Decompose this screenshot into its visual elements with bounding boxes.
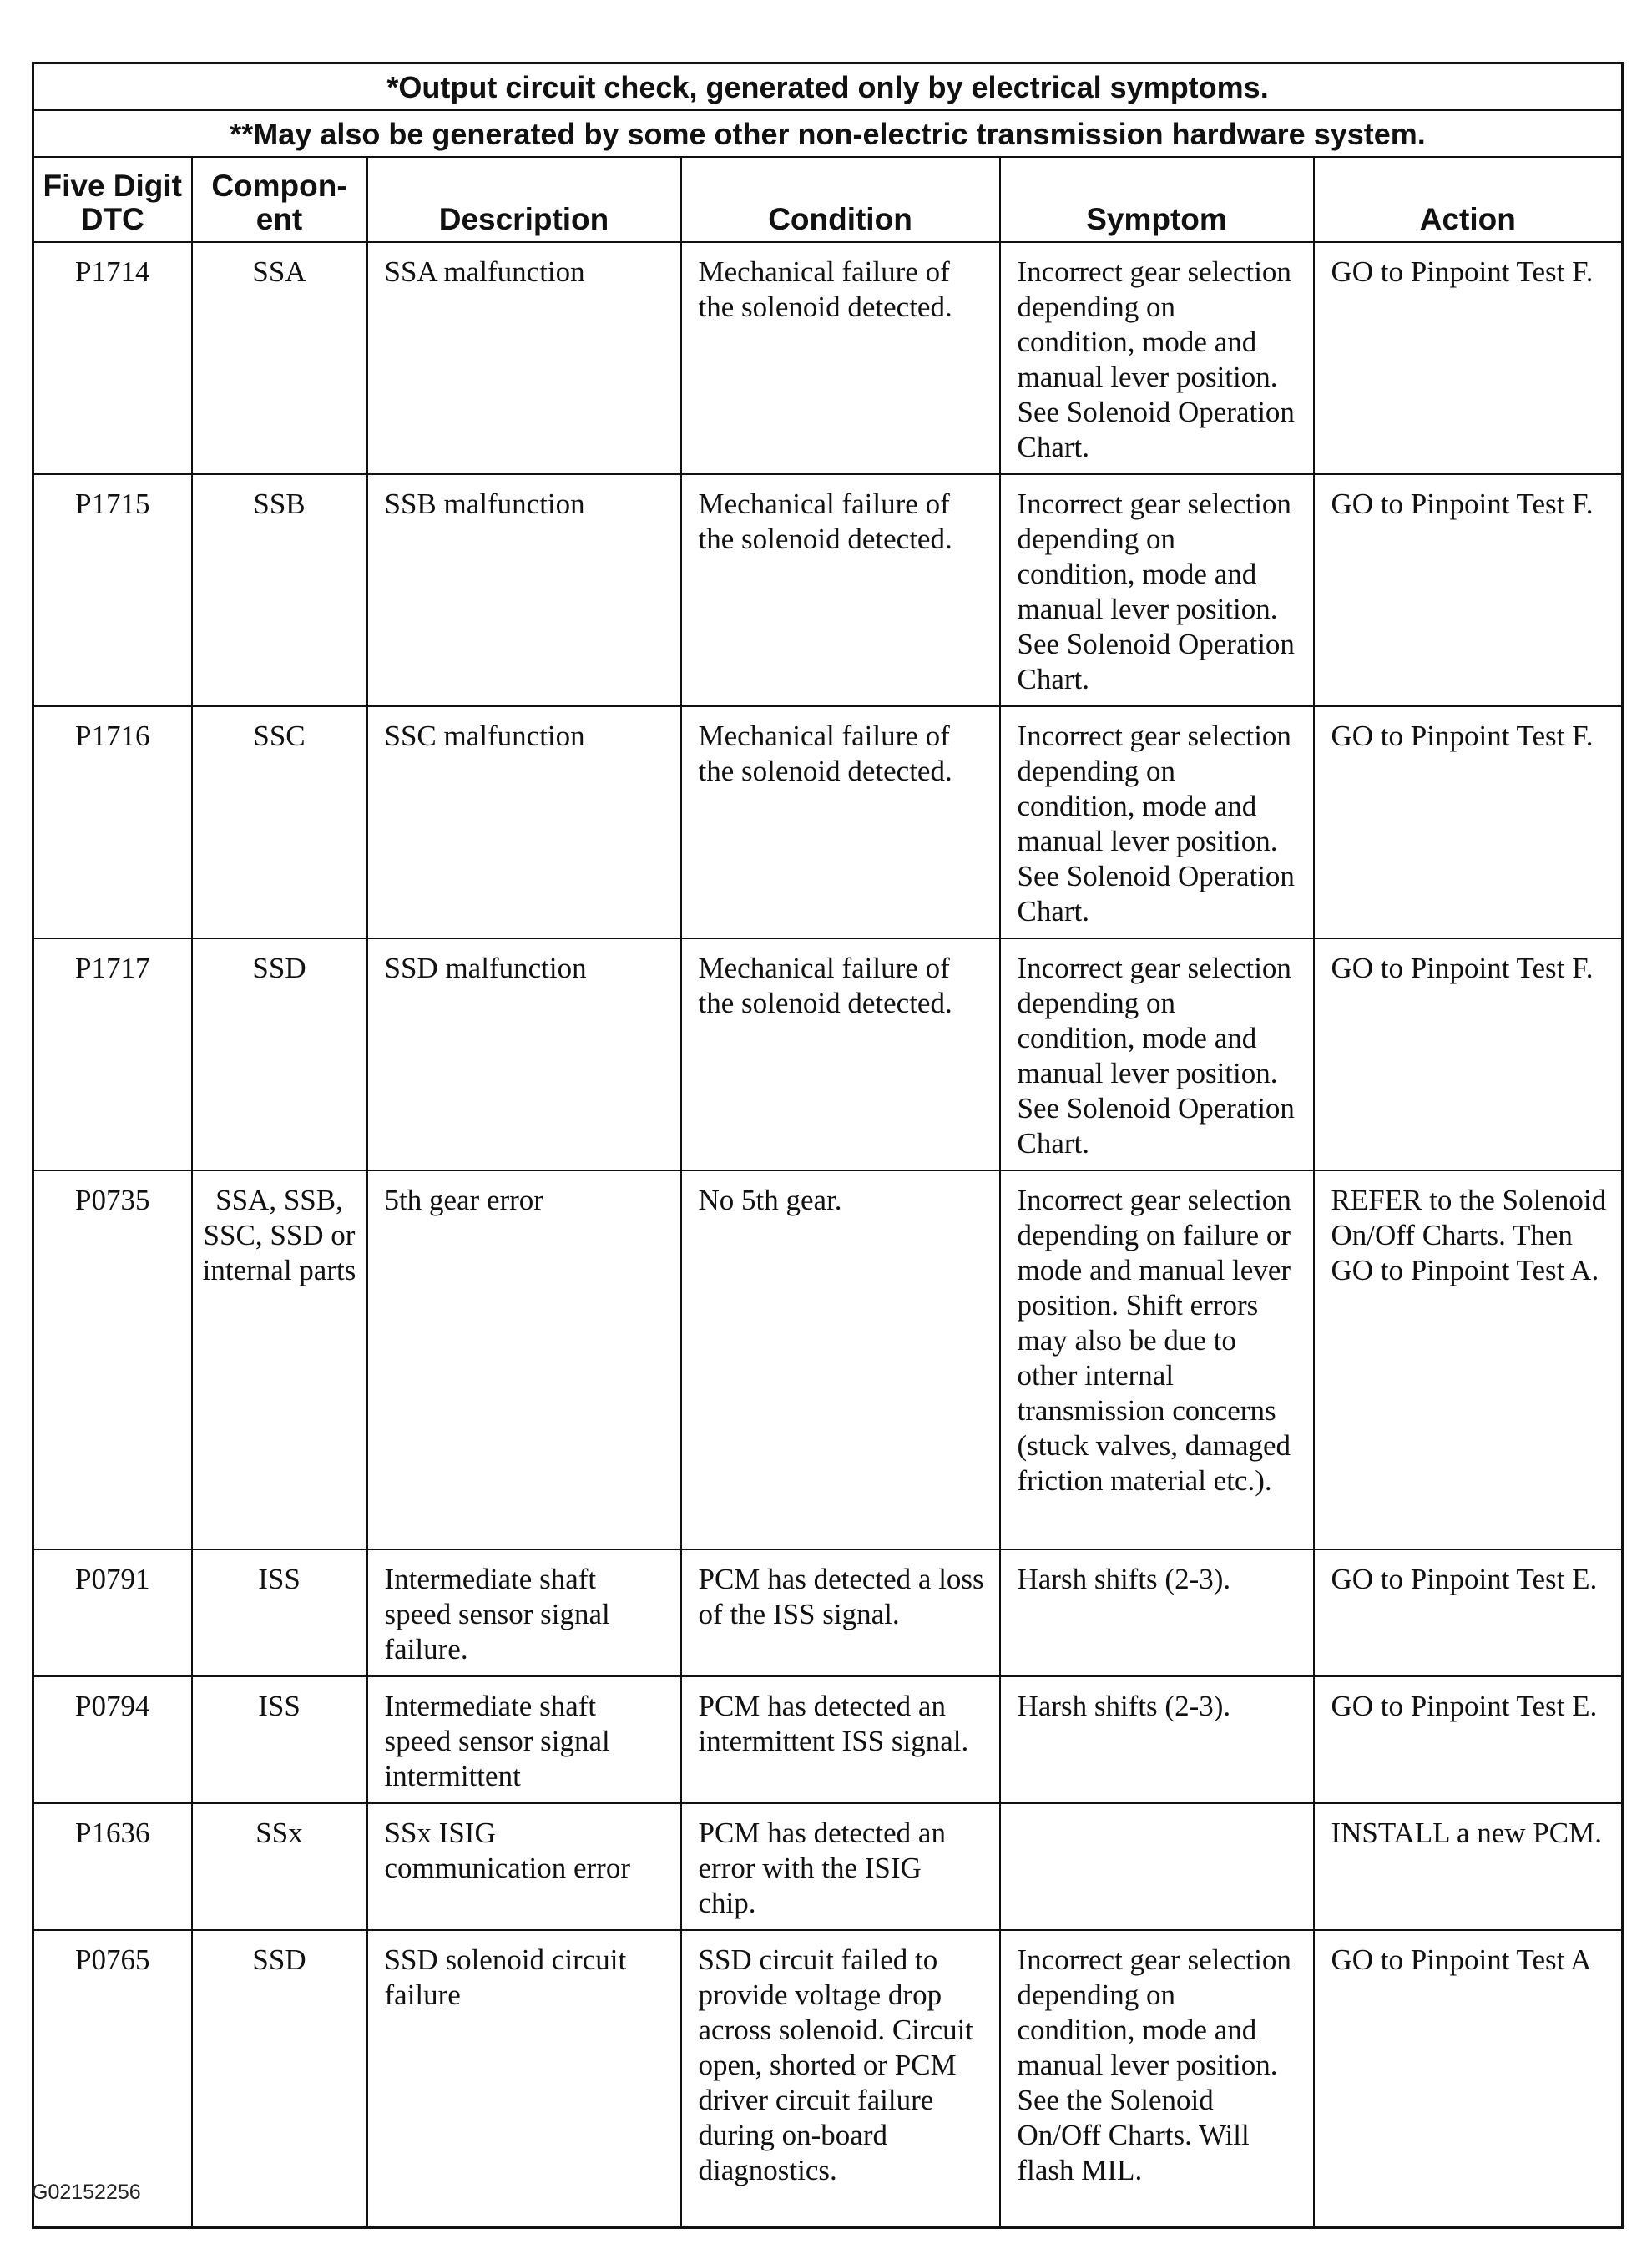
dtc-code: P1717 <box>33 938 192 1170</box>
component: SSA <box>192 242 367 474</box>
component: SSx <box>192 1803 367 1930</box>
table-row <box>33 938 1623 1170</box>
dtc-table <box>32 62 1624 2229</box>
description: SSx ISIG communication error <box>367 1803 681 1930</box>
description: SSA malfunction <box>367 242 681 474</box>
action: GO to Pinpoint Test F. <box>1314 474 1623 706</box>
action: GO to Pinpoint Test F. <box>1314 242 1623 474</box>
note-hardware: **May also be generated by some other non-electric transmission hardware system. <box>33 110 1623 157</box>
header-dtc: Five Digit DTC <box>33 157 192 242</box>
action: REFER to the Solenoid On/Off Charts. Then GO to Pinpoint Test A. <box>1314 1170 1623 1549</box>
table-row <box>33 1170 1623 1549</box>
description: Intermediate shaft speed sensor signal intermittent <box>367 1676 681 1803</box>
symptom: Incorrect gear selection depending on condition, mode and manual lever position. See Solenoid Operation Chart. <box>1000 938 1314 1170</box>
component: ISS <box>192 1676 367 1803</box>
description: Intermediate shaft speed sensor signal failure. <box>367 1549 681 1676</box>
table-row <box>33 242 1623 474</box>
table-row <box>33 706 1623 938</box>
condition: Mechanical failure of the solenoid detected. <box>681 706 1000 938</box>
symptom: Incorrect gear selection depending on condition, mode and manual lever position. See Solenoid Operation Chart. <box>1000 706 1314 938</box>
component: SSC <box>192 706 367 938</box>
condition: PCM has detected an intermittent ISS signal. <box>681 1676 1000 1803</box>
action: GO to Pinpoint Test F. <box>1314 706 1623 938</box>
action: INSTALL a new PCM. <box>1314 1803 1623 1930</box>
condition: Mechanical failure of the solenoid detected. <box>681 474 1000 706</box>
component: SSB <box>192 474 367 706</box>
action: GO to Pinpoint Test E. <box>1314 1676 1623 1803</box>
header-condition: Condition <box>681 157 1000 242</box>
description: 5th gear error <box>367 1170 681 1549</box>
dtc-code: P1714 <box>33 242 192 474</box>
description: SSD solenoid circuit failure <box>367 1930 681 2228</box>
header-row <box>33 157 1623 242</box>
dtc-code: P0765 <box>33 1930 192 2228</box>
symptom: Incorrect gear selection depending on failure or mode and manual lever position. Shift errors may also be due to other internal transmission concerns (stuck valves, damaged friction material etc.). <box>1000 1170 1314 1549</box>
action: GO to Pinpoint Test E. <box>1314 1549 1623 1676</box>
condition: Mechanical failure of the solenoid detected. <box>681 242 1000 474</box>
note-electrical: *Output circuit check, generated only by electrical symptoms. <box>33 63 1623 111</box>
condition: PCM has detected an error with the ISIG chip. <box>681 1803 1000 1930</box>
table-row <box>33 1549 1623 1676</box>
header-description: Description <box>367 157 681 242</box>
condition: PCM has detected a loss of the ISS signal. <box>681 1549 1000 1676</box>
dtc-code: P0735 <box>33 1170 192 1549</box>
dtc-code: P1715 <box>33 474 192 706</box>
header-component: Compon-ent <box>192 157 367 242</box>
figure-code: G02152256 <box>32 2181 141 2204</box>
condition: Mechanical failure of the solenoid detected. <box>681 938 1000 1170</box>
dtc-code: P1636 <box>33 1803 192 1930</box>
symptom: Harsh shifts (2-3). <box>1000 1676 1314 1803</box>
symptom <box>1000 1803 1314 1930</box>
description: SSB malfunction <box>367 474 681 706</box>
dtc-code: P0791 <box>33 1549 192 1676</box>
symptom: Incorrect gear selection depending on condition, mode and manual lever position. See the Solenoid On/Off Charts. Will flash MIL. <box>1000 1930 1314 2228</box>
dtc-code: P1716 <box>33 706 192 938</box>
table-row <box>33 1803 1623 1930</box>
symptom: Incorrect gear selection depending on condition, mode and manual lever position. See Solenoid Operation Chart. <box>1000 242 1314 474</box>
condition: SSD circuit failed to provide voltage drop across solenoid. Circuit open, shorted or PCM driver circuit failure during on-board diagnostics. <box>681 1930 1000 2228</box>
table-row <box>33 1676 1623 1803</box>
dtc-code: P0794 <box>33 1676 192 1803</box>
note-row-electrical <box>33 63 1623 111</box>
table-row <box>33 1930 1623 2228</box>
description: SSC malfunction <box>367 706 681 938</box>
action: GO to Pinpoint Test F. <box>1314 938 1623 1170</box>
description: SSD malfunction <box>367 938 681 1170</box>
component: SSD <box>192 938 367 1170</box>
header-action: Action <box>1314 157 1623 242</box>
header-symptom: Symptom <box>1000 157 1314 242</box>
action: GO to Pinpoint Test A <box>1314 1930 1623 2228</box>
component: ISS <box>192 1549 367 1676</box>
table-row <box>33 474 1623 706</box>
condition: No 5th gear. <box>681 1170 1000 1549</box>
component: SSD <box>192 1930 367 2228</box>
component: SSA, SSB, SSC, SSD or internal parts <box>192 1170 367 1549</box>
symptom: Harsh shifts (2-3). <box>1000 1549 1314 1676</box>
note-row-hardware <box>33 110 1623 157</box>
symptom: Incorrect gear selection depending on condition, mode and manual lever position. See Solenoid Operation Chart. <box>1000 474 1314 706</box>
